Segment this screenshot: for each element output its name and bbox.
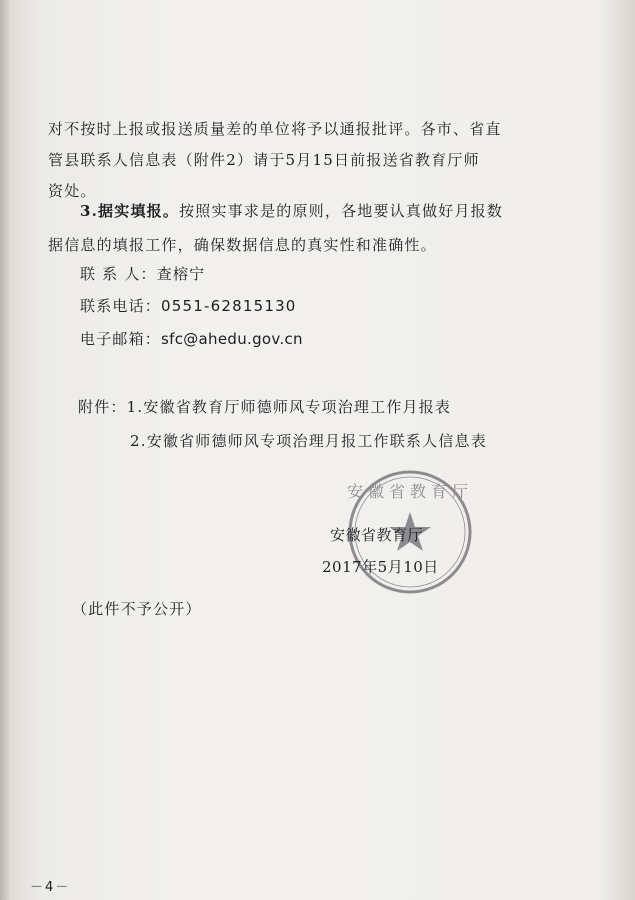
attachment-1 (78, 397, 451, 417)
body-paragraph-1-line-1: 对不按时上报或报送质量差的单位将予以通报批评。各市、省直 (48, 120, 502, 138)
disclosure-notice: （此件不予公开） (72, 600, 202, 618)
body-paragraph-1-line-2: 管县联系人信息表（附件2）请于5月15日前报送省教育厅师 (48, 151, 480, 169)
body-paragraph-1-line-3: 资处。 (48, 182, 97, 200)
attachments-label: 附件： (78, 398, 127, 416)
page-binding-edge (0, 0, 10, 900)
page-number: －4－ (30, 880, 71, 895)
paragraph-text: 按照实事求是的原则，各地要认真做好月报数 (179, 202, 504, 220)
signature-org: 安徽省教育厅 (330, 526, 424, 544)
contact-person (80, 264, 205, 284)
contact-email-label: 电子邮箱： (80, 330, 162, 348)
signature-date: 2017年5月10日 (322, 558, 439, 576)
seal-text: 安徽省教育厅 (346, 482, 474, 501)
attachment-1-text: 1.安徽省教育厅师德师风专项治理工作月报表 (126, 398, 452, 416)
contact-phone (80, 296, 297, 316)
body-paragraph-2-line-1 (80, 201, 503, 221)
contact-email (80, 329, 303, 349)
paragraph-heading: 3.据实填报。 (80, 202, 180, 220)
body-paragraph-2-line-2: 据信息的填报工作，确保数据信息的真实性和准确性。 (48, 236, 437, 254)
contact-email-value: sfc@ahedu.gov.cn (161, 330, 303, 348)
attachment-2: 2.安徽省师德师风专项治理月报工作联系人信息表 (130, 432, 487, 450)
contact-person-label: 联 系 人： (80, 265, 157, 283)
contact-person-value: 查榕宁 (156, 265, 206, 283)
contact-phone-label: 联系电话： (80, 297, 162, 315)
contact-phone-value: 0551-62815130 (161, 297, 297, 315)
